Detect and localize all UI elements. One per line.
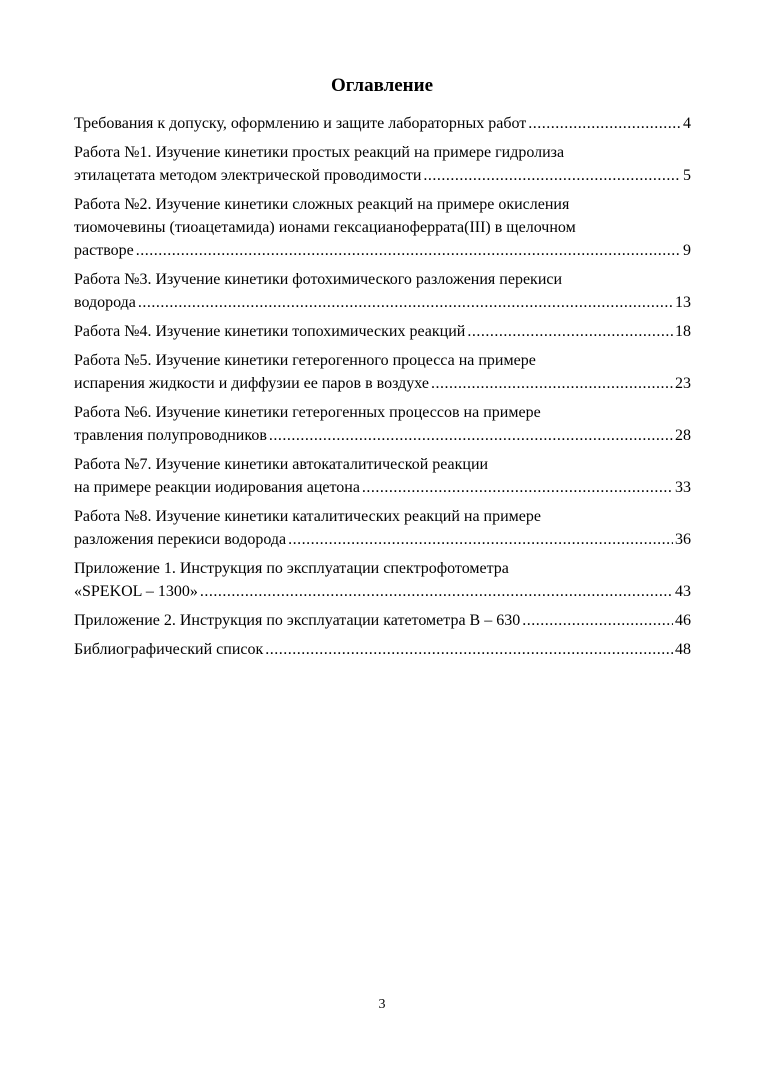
- table-of-contents: [74, 112, 691, 667]
- toc-entry-text: Работа №8. Изучение кинетики каталитических реакций на примере: [74, 508, 541, 525]
- toc-page-number: 43: [675, 583, 691, 600]
- dot-leader: [467, 320, 673, 343]
- toc-page-number: 18: [675, 323, 691, 340]
- toc-page-number: 23: [675, 375, 691, 392]
- toc-page-number: 13: [675, 294, 691, 311]
- toc-entry[interactable]: [74, 320, 691, 343]
- toc-entry-text: испарения жидкости и диффузии ее паров в воздухе: [74, 375, 429, 392]
- dot-leader: [138, 291, 673, 314]
- toc-entry[interactable]: [74, 141, 691, 187]
- toc-entry[interactable]: [74, 268, 691, 314]
- dot-leader: [522, 609, 673, 632]
- toc-entry-text: разложения перекиси водорода: [74, 531, 287, 548]
- toc-page-number: 48: [675, 641, 691, 658]
- toc-entry-text: тиомочевины (тиоацетамида) ионами гексацианоферрата(III) в щелочном: [74, 219, 576, 236]
- dot-leader: [362, 476, 673, 499]
- toc-page-number: 46: [675, 612, 691, 629]
- toc-page-number: 5: [683, 167, 691, 184]
- toc-entry-text: растворе: [74, 242, 134, 259]
- toc-entry[interactable]: [74, 505, 691, 551]
- toc-entry-text: Требования к допуску, оформлению и защите лабораторных работ: [74, 115, 527, 132]
- toc-entry[interactable]: [74, 193, 691, 262]
- toc-entry[interactable]: [74, 557, 691, 603]
- dot-leader: [200, 580, 673, 603]
- toc-entry-text: Работа №3. Изучение кинетики фотохимического разложения перекиси: [74, 271, 563, 288]
- toc-entry-text: на примере реакции иодирования ацетона: [74, 479, 360, 496]
- toc-entry[interactable]: [74, 112, 691, 135]
- toc-entry-text: водорода: [74, 294, 136, 311]
- toc-entry-text: Работа №2. Изучение кинетики сложных реакций на примере окисления: [74, 196, 570, 213]
- toc-entry-text: Работа №5. Изучение кинетики гетерогенного процесса на примере: [74, 352, 536, 369]
- dot-leader: [265, 638, 673, 661]
- toc-entry-text: Библиографический список: [74, 641, 264, 658]
- page-title: Оглавление: [330, 75, 434, 96]
- dot-leader: [423, 164, 681, 187]
- toc-entry[interactable]: [74, 349, 691, 395]
- toc-page-number: 4: [683, 115, 691, 132]
- toc-entry-text: Приложение 2. Инструкция по эксплуатации катетометра В – 630: [74, 612, 521, 629]
- dot-leader: [269, 424, 673, 447]
- toc-entry-text: травления полупроводников: [74, 427, 267, 444]
- dot-leader: [528, 112, 681, 135]
- toc-entry-text: Работа №6. Изучение кинетики гетерогенных процессов на примере: [74, 404, 541, 421]
- toc-page-number: 28: [675, 427, 691, 444]
- toc-entry-text: Работа №7. Изучение кинетики автокаталитической реакции: [74, 456, 489, 473]
- toc-entry[interactable]: [74, 638, 691, 661]
- dot-leader: [288, 528, 673, 551]
- toc-entry-text: Работа №1. Изучение кинетики простых реакций на примере гидролиза: [74, 144, 565, 161]
- toc-entry[interactable]: [74, 609, 691, 632]
- toc-entry-text: этилацетата методом электрической проводимости: [74, 167, 422, 184]
- toc-page-number: 33: [675, 479, 691, 496]
- dot-leader: [136, 239, 681, 262]
- toc-entry-text: Работа №4. Изучение кинетики топохимических реакций: [74, 323, 466, 340]
- toc-entry[interactable]: [74, 453, 691, 499]
- toc-page-number: 36: [675, 531, 691, 548]
- toc-entry-text: Приложение 1. Инструкция по эксплуатации спектрофотометра: [74, 560, 509, 577]
- page-number: 3: [378, 997, 386, 1012]
- toc-page-number: 9: [683, 242, 691, 259]
- toc-entry-text: «SPEKOL – 1300»: [74, 583, 198, 600]
- toc-entry[interactable]: [74, 401, 691, 447]
- dot-leader: [431, 372, 673, 395]
